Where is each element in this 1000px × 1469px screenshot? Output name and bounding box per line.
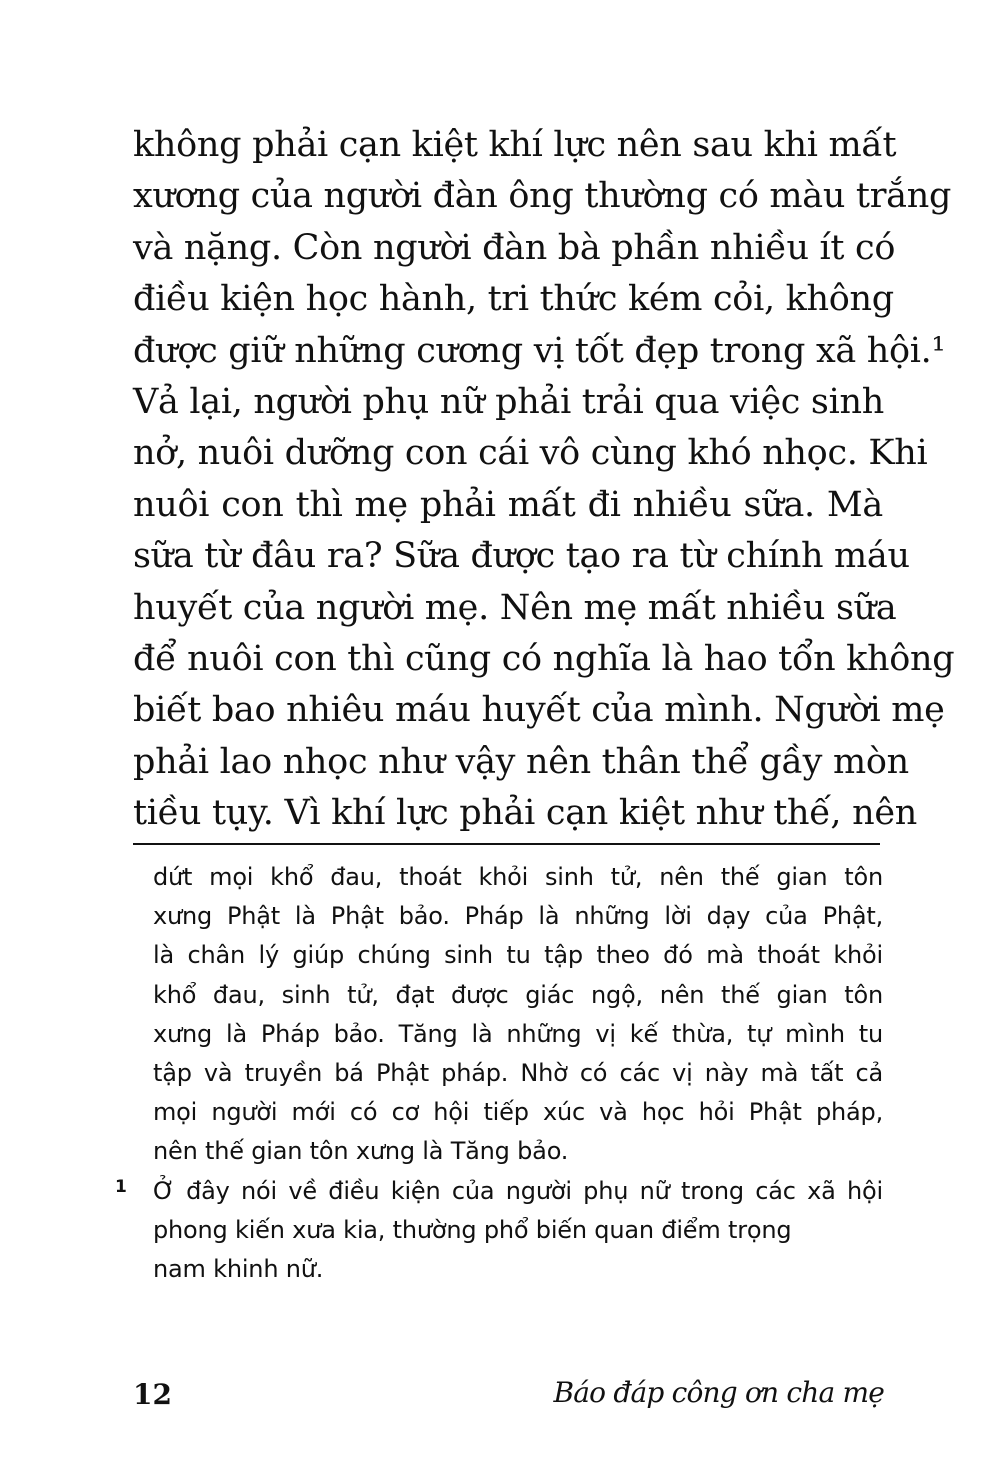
body-line: không phải cạn kiệt khí lực nên sau khi mất — [133, 125, 897, 165]
body-line: để nuôi con thì cũng có nghĩa là hao tổn không — [133, 638, 955, 679]
body-line: và nặng. Còn người đàn bà phần nhiều ít có — [133, 227, 896, 268]
footnote-1 — [115, 1172, 883, 1290]
footnote-line: Ở đây nói về điều kiện của người phụ nữ trong các xã hội — [153, 1176, 883, 1205]
footnotes — [115, 858, 883, 1289]
body-line: Vả lại, người phụ nữ phải trải qua việc sinh — [133, 381, 884, 422]
body-text — [133, 120, 955, 839]
footnote-line: mọi người mới có cơ hội tiếp xúc và học hỏi Phật pháp, — [153, 1098, 883, 1127]
body-line: biết bao nhiêu máu huyết của mình. Người mẹ — [133, 690, 945, 731]
running-title: Báo đáp công ơn cha mẹ — [553, 1376, 884, 1409]
body-line: nuôi con thì mẹ phải mất đi nhiều sữa. Mà — [133, 484, 883, 525]
footnote-marker: 1 — [115, 1176, 127, 1197]
footnote-line: xưng là Pháp bảo. Tăng là những vị kế thừa, tự mình tu — [153, 1019, 883, 1048]
body-line: phải lao nhọc như vậy nên thân thể gầy mòn — [133, 741, 909, 782]
footnote-line: là chân lý giúp chúng sinh tu tập theo đó mà thoát khỏi — [153, 941, 883, 970]
body-line: sữa từ đâu ra? Sữa được tạo ra từ chính máu — [133, 536, 910, 577]
footnote-continued — [153, 858, 883, 1172]
footnote-line: xưng Phật là Phật bảo. Pháp là những lời dạy của Phật, — [153, 902, 883, 931]
footnote-line: dứt mọi khổ đau, thoát khỏi sinh tử, nên thế gian tôn — [153, 863, 883, 891]
footnote-line: khổ đau, sinh tử, đạt được giác ngộ, nên thế gian tôn — [153, 980, 883, 1009]
body-line: điều kiện học hành, tri thức kém cỏi, không — [133, 279, 894, 320]
body-line: huyết của người mẹ. Nên mẹ mất nhiều sữa — [133, 587, 897, 628]
footnote-line: phong kiến xưa kia, thường phổ biến quan điểm trọng — [153, 1215, 792, 1244]
body-line: được giữ những cương vị tốt đẹp trong xã hội.¹ — [133, 330, 946, 371]
footnote-line: nam khinh nữ. — [153, 1254, 324, 1283]
body-line: tiều tụy. Vì khí lực phải cạn kiệt như thế, nên — [133, 793, 917, 834]
body-line: nở, nuôi dưỡng con cái vô cùng khó nhọc. Khi — [133, 433, 928, 474]
footnote-line: nên thế gian tôn xưng là Tăng bảo. — [153, 1137, 569, 1166]
footnote-line: tập và truyền bá Phật pháp. Nhờ có các vị này mà tất cả — [153, 1058, 883, 1087]
body-line: xương của người đàn ông thường có màu trắng — [133, 176, 952, 217]
page-number: 12 — [133, 1378, 172, 1411]
footnote-divider — [133, 843, 880, 845]
